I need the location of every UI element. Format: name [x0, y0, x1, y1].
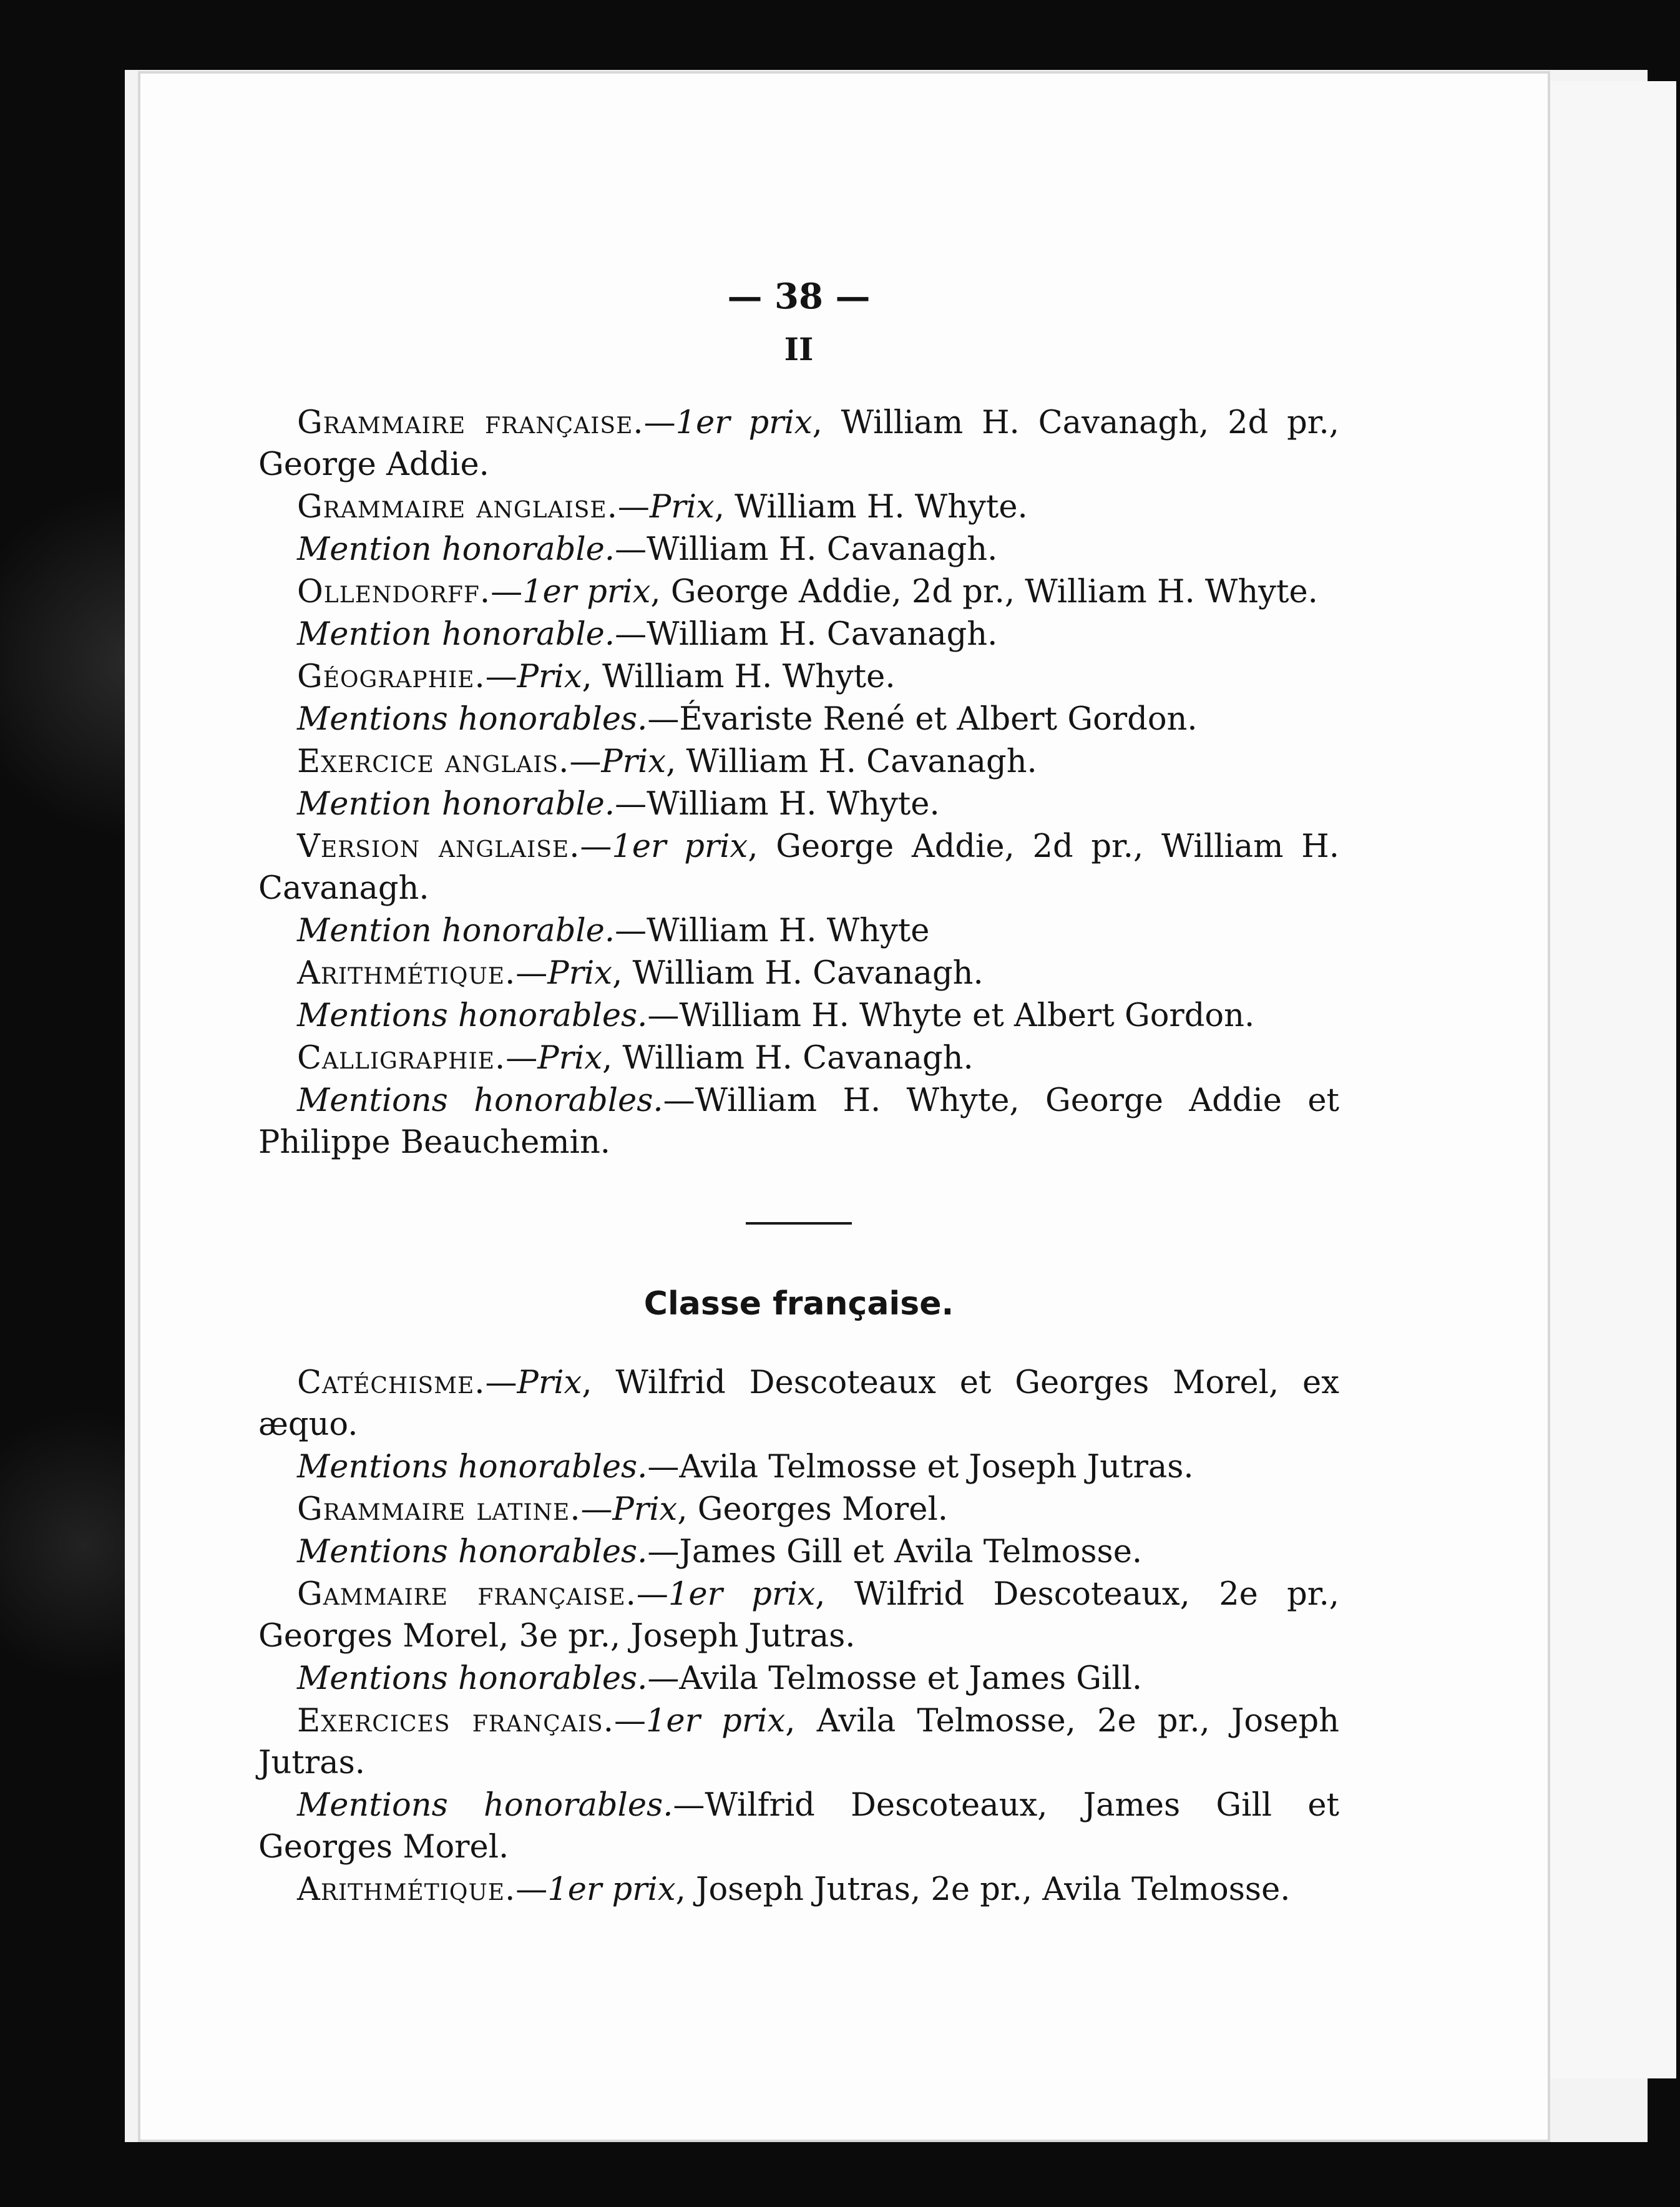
recipients-text: —William H. Whyte	[615, 913, 930, 949]
recipients-text: —Wilfrid Descoteaux, James Gill et Georges Morel.	[258, 1787, 1339, 1866]
section-divider	[746, 1222, 852, 1225]
recipients-text: , Joseph Jutras, 2e pr., Avila Telmosse.	[675, 1871, 1291, 1908]
award-label: Mentions honorables.	[297, 1660, 648, 1697]
page-number: — 38 —	[727, 276, 871, 317]
award-label: Prix	[612, 1491, 678, 1528]
award-label: Mentions honorables.	[297, 1534, 648, 1570]
recipients-text: —William H. Whyte.	[615, 786, 940, 823]
prize-entry	[258, 952, 1339, 994]
dash-separator: —	[491, 574, 523, 610]
recipients-text: , William H. Cavanagh.	[666, 743, 1037, 780]
award-label: Mention honorable.	[297, 616, 615, 653]
prize-entry	[258, 571, 1339, 613]
prize-entry	[258, 1658, 1339, 1700]
page-content	[258, 275, 1339, 1911]
subject-name: Arithmétique.	[297, 1871, 516, 1908]
recipients-text: —William H. Cavanagh.	[615, 531, 998, 568]
subject-name: Exercices français.	[297, 1703, 614, 1740]
dash-separator: —	[613, 1703, 646, 1740]
prize-list-classe-francaise	[258, 1362, 1339, 1911]
prize-entry	[258, 614, 1339, 655]
prize-entry	[258, 1531, 1339, 1573]
dash-separator: —	[485, 1364, 517, 1401]
award-label: Prix	[517, 1364, 582, 1401]
award-label: 1er prix	[547, 1871, 676, 1908]
award-label: Mentions honorables.	[297, 997, 648, 1034]
prize-entry	[258, 995, 1339, 1037]
prize-entry	[258, 1080, 1339, 1163]
dash-separator: —	[515, 955, 548, 992]
prize-entry	[258, 826, 1339, 909]
dash-separator: —	[617, 489, 650, 526]
subject-name: Gammaire française.	[297, 1576, 637, 1613]
subject-name: Grammaire anglaise.	[297, 489, 618, 526]
recipients-text: —Avila Telmosse et Joseph Jutras.	[647, 1449, 1194, 1485]
award-label: Mentions honorables.	[297, 1787, 673, 1824]
prize-entry	[258, 1784, 1339, 1868]
dash-separator: —	[515, 1871, 548, 1908]
recipients-text: , William H. Cavanagh.	[602, 1040, 974, 1077]
award-label: Mentions honorables.	[297, 1449, 648, 1485]
recipients-text: , William H. Cavanagh.	[612, 955, 984, 992]
recipients-text: —William H. Cavanagh.	[615, 616, 998, 653]
prize-entry	[258, 529, 1339, 570]
prize-entry	[258, 783, 1339, 825]
prize-entry	[258, 741, 1339, 783]
award-label: Prix	[601, 743, 667, 780]
dash-separator: —	[643, 404, 676, 441]
recipients-text: , William H. Whyte.	[714, 489, 1028, 526]
prize-entry	[258, 1489, 1339, 1530]
award-label: Mention honorable.	[297, 531, 615, 568]
dash-separator: —	[505, 1040, 538, 1077]
prize-entry	[258, 1037, 1339, 1079]
recipients-text: , William H. Whyte.	[582, 658, 896, 695]
subject-name: Grammaire latine.	[297, 1491, 581, 1528]
recipients-text: —Évariste René et Albert Gordon.	[647, 701, 1198, 738]
class-heading: Classe française.	[643, 1285, 954, 1323]
dash-separator: —	[580, 1491, 613, 1528]
award-label: 1er prix	[612, 828, 748, 865]
subject-name: Calligraphie.	[297, 1040, 506, 1077]
subject-name: Ollendorff.	[297, 574, 491, 610]
prize-entry	[258, 402, 1339, 486]
subject-name: Version anglaise.	[297, 828, 580, 865]
dash-separator: —	[485, 658, 517, 695]
recipients-text: , George Addie, 2d pr., William H. Whyte.	[650, 574, 1318, 610]
prize-entry	[258, 486, 1339, 528]
prize-entry	[258, 1700, 1339, 1784]
award-label: 1er prix	[522, 574, 651, 610]
subject-name: Catéchisme.	[297, 1364, 486, 1401]
award-label: Mentions honorables.	[297, 1082, 663, 1119]
award-label: 1er prix	[675, 404, 813, 441]
subject-name: Grammaire française.	[297, 404, 644, 441]
award-label: 1er prix	[668, 1576, 816, 1613]
award-label: Prix	[649, 489, 715, 526]
prize-entry	[258, 1573, 1339, 1657]
award-label: Mentions honorables.	[297, 701, 648, 738]
recipients-text: , Avila Telmosse, 2e pr., Joseph Jutras.	[258, 1703, 1339, 1781]
award-label: Mention honorable.	[297, 786, 615, 823]
prize-entry	[258, 910, 1339, 952]
prize-entry	[258, 1869, 1339, 1911]
prize-entry	[258, 656, 1339, 698]
recipients-text: —William H. Whyte et Albert Gordon.	[647, 997, 1255, 1034]
recipients-text: , George Addie, 2d pr., William H. Cavanagh.	[258, 828, 1339, 907]
award-label: Prix	[517, 658, 582, 695]
recipients-text: , Wilfrid Descoteaux, 2e pr., Georges Morel, 3e pr., Joseph Jutras.	[258, 1576, 1339, 1655]
award-label: 1er prix	[645, 1703, 786, 1740]
subject-name: Géographie.	[297, 658, 486, 695]
recipients-text: —Avila Telmosse et James Gill.	[647, 1660, 1143, 1697]
award-label: Prix	[537, 1040, 603, 1077]
subject-name: Exercice anglais.	[297, 743, 570, 780]
section-numeral: II	[784, 331, 814, 368]
dash-separator: —	[636, 1576, 668, 1613]
award-label: Prix	[547, 955, 613, 992]
dash-separator: —	[569, 743, 602, 780]
subject-name: Arithmétique.	[297, 955, 516, 992]
recipients-text: , Wilfrid Descoteaux et Georges Morel, ex æquo.	[258, 1364, 1339, 1443]
prize-entry	[258, 1362, 1339, 1446]
recipients-text: , Georges Morel.	[677, 1491, 948, 1528]
prize-entry	[258, 698, 1339, 740]
recipients-text: —James Gill et Avila Telmosse.	[647, 1534, 1143, 1570]
recipients-text: , William H. Cavanagh, 2d pr., George Addie.	[258, 404, 1339, 483]
prize-list-section-ii	[258, 402, 1339, 1163]
award-label: Mention honorable.	[297, 913, 615, 949]
recipients-text: —William H. Whyte, George Addie et Philippe Beauchemin.	[258, 1082, 1339, 1161]
prize-entry	[258, 1446, 1339, 1488]
dash-separator: —	[580, 828, 612, 865]
